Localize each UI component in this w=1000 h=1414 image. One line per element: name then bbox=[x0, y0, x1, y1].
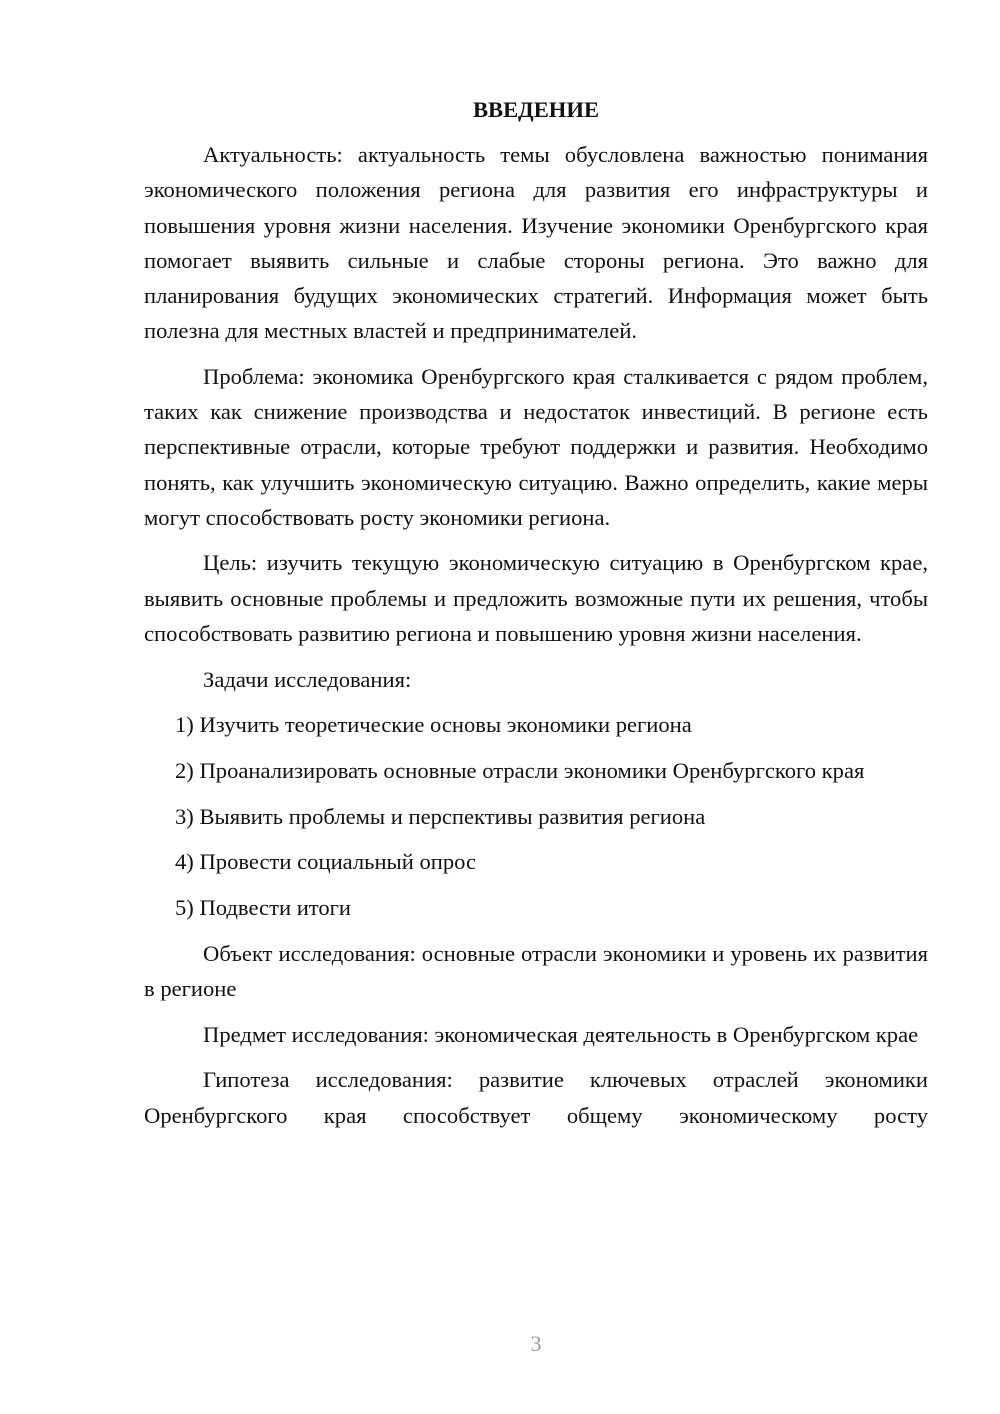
object-paragraph: Объект исследования: основные отрасли экономики и уровень их развития в регионе bbox=[144, 940, 928, 1001]
hypothesis-paragraph: Гипотеза исследования: развитие ключевых отраслей экономики Оренбургского края способствует общему экономическому росту bbox=[144, 1067, 928, 1128]
problem-paragraph: Проблема: экономика Оренбургского края сталкивается с рядом проблем, таких как снижение производства и недостаток инвестиций. В регионе есть перспективные отрасли, которые требуют поддержки и развития. Необходимо понять, как улучшить экономическую ситуацию. Важно определить, какие меры могут способствовать росту экономики региона. bbox=[144, 363, 928, 530]
goal-paragraph: Цель: изучить текущую экономическую ситуацию в Оренбургском крае, выявить основные проблемы и предложить возможные пути их решения, чтобы способствовать развитию региона и повышению уровня жизни населения. bbox=[144, 550, 928, 646]
relevance-paragraph: Актуальность: актуальность темы обусловлена важностью понимания экономического положения региона для развития его инфраструктуры и повышения уровня жизни населения. Изучение экономики Оренбургского края помогает выявить сильные и слабые стороны региона. Это важно для планирования будущих экономических стратегий. Информация может быть полезна для местных властей и предпринимателей. bbox=[144, 142, 928, 344]
task-item-2: 2) Проанализировать основные отрасли экономики Оренбургского края bbox=[175, 757, 865, 783]
page-number: 3 bbox=[530, 1331, 542, 1356]
task-item-3: 3) Выявить проблемы и перспективы развития региона bbox=[175, 803, 706, 829]
subject-paragraph: Предмет исследования: экономическая деятельность в Оренбургском крае bbox=[203, 1021, 919, 1047]
task-item-1: 1) Изучить теоретические основы экономики региона bbox=[175, 712, 692, 738]
document-page bbox=[144, 92, 928, 1143]
task-item-4: 4) Провести социальный опрос bbox=[175, 849, 477, 875]
tasks-heading: Задачи исследования: bbox=[203, 666, 412, 692]
page-title: ВВЕДЕНИЕ bbox=[472, 97, 600, 122]
task-item-5: 5) Подвести итоги bbox=[175, 895, 352, 921]
